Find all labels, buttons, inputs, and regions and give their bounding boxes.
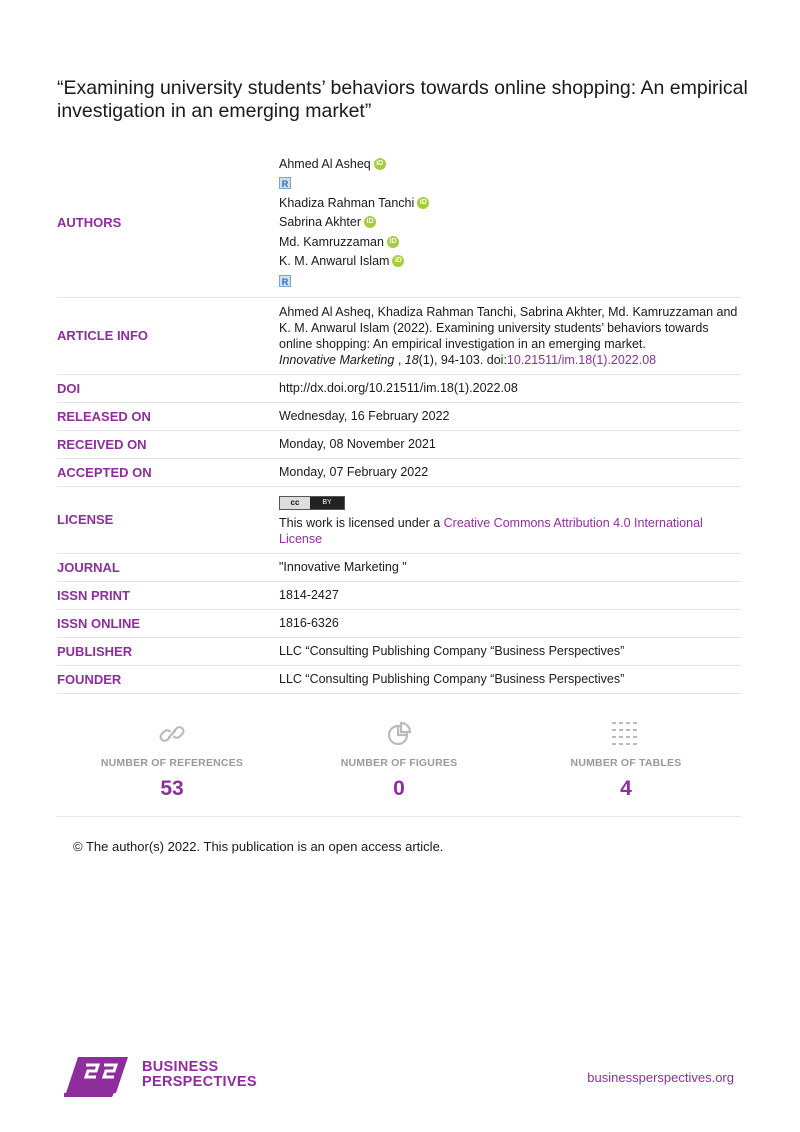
authors-row [57, 150, 741, 298]
issn-online-value: 1816-6326 [279, 616, 339, 630]
stat-tables [511, 716, 741, 801]
author-researcher-row [279, 271, 741, 291]
license-value [279, 487, 741, 553]
founder-value: LLC “Consulting Publishing Company “Business Perspectives” [279, 672, 625, 686]
article-info-label: ARTICLE INFO [57, 328, 148, 343]
journal-label: JOURNAL [57, 559, 120, 575]
released-label: RELEASED ON [57, 408, 151, 424]
license-row [57, 487, 741, 554]
author-name: Sabrina Akhter [279, 215, 361, 230]
received-label: RECEIVED ON [57, 436, 147, 452]
author-name: K. M. Anwarul Islam [279, 254, 390, 269]
publisher-label: PUBLISHER [57, 643, 133, 659]
copyright-notice: © The author(s) 2022. This publication is an open access article. [73, 839, 444, 854]
journal-value: "Innovative Marketing " [279, 560, 407, 574]
bp-logo-icon [64, 1053, 132, 1097]
released-value: Wednesday, 16 February 2022 [279, 409, 450, 423]
author-researcher-row [279, 174, 741, 194]
author-name: Ahmed Al Asheq [279, 156, 371, 171]
citation-pages: (1), 94-103. doi: [418, 352, 507, 367]
researcher-id-icon[interactable]: R [279, 275, 291, 287]
received-row [57, 431, 741, 459]
received-value: Monday, 08 November 2021 [279, 437, 436, 451]
cc-badge-left: cc [280, 497, 310, 509]
license-label: LICENSE [57, 512, 114, 527]
orcid-icon[interactable]: iD [387, 236, 399, 248]
stat-references [57, 716, 287, 801]
orcid-icon[interactable]: iD [392, 255, 404, 267]
orcid-icon[interactable]: iD [364, 216, 376, 228]
author-item[interactable] [279, 193, 741, 213]
founder-row [57, 666, 741, 694]
website-link[interactable]: businessperspectives.org [587, 1070, 734, 1085]
metadata-table [57, 150, 741, 694]
license-prefix: This work is licensed under a [279, 515, 444, 530]
author-item[interactable] [279, 232, 741, 252]
publisher-row [57, 638, 741, 666]
founder-label: FOUNDER [57, 671, 122, 687]
business-perspectives-logo[interactable] [64, 1053, 257, 1097]
citation-separator: , [394, 352, 405, 367]
issn-print-value: 1814-2427 [279, 588, 339, 602]
orcid-icon[interactable]: iD [417, 197, 429, 209]
author-name: Khadiza Rahman Tanchi [279, 195, 415, 210]
stat-label: NUMBER OF FIGURES [340, 757, 458, 769]
citation-volume: 18 [404, 352, 419, 367]
cc-by-badge-icon[interactable] [279, 496, 345, 510]
link-icon [57, 716, 287, 752]
author-item[interactable] [279, 213, 741, 233]
table-icon [511, 716, 741, 752]
pie-chart-icon [284, 716, 514, 752]
doi-label: DOI [57, 380, 81, 396]
stat-label: NUMBER OF REFERENCES [100, 757, 244, 769]
publisher-value: LLC “Consulting Publishing Company “Business Perspectives” [279, 644, 625, 658]
stat-label: NUMBER OF TABLES [570, 757, 682, 769]
issn-print-row [57, 582, 741, 610]
article-info-row [57, 298, 741, 375]
article-stats [57, 716, 741, 817]
cc-badge-right: BY [322, 498, 332, 506]
stat-value: 0 [393, 777, 405, 800]
stat-figures [284, 716, 514, 801]
researcher-id-icon[interactable]: R [279, 177, 291, 189]
author-item[interactable] [279, 252, 741, 272]
authors-label: AUTHORS [57, 214, 122, 230]
doi-value[interactable]: http://dx.doi.org/10.21511/im.18(1).2022.08 [279, 381, 518, 395]
stat-value: 53 [160, 777, 184, 800]
brand-name [142, 1060, 257, 1090]
orcid-icon[interactable]: iD [374, 158, 386, 170]
accepted-value: Monday, 07 February 2022 [279, 465, 429, 479]
author-name: Md. Kamruzzaman [279, 234, 384, 249]
issn-online-row [57, 610, 741, 638]
journal-row [57, 554, 741, 582]
doi-row [57, 375, 741, 403]
author-item[interactable] [279, 154, 741, 174]
brand-line1: BUSINESS [142, 1059, 219, 1075]
released-row [57, 403, 741, 431]
stat-value: 4 [620, 777, 632, 800]
accepted-label: ACCEPTED ON [57, 464, 152, 480]
brand-line2: PERSPECTIVES [142, 1074, 257, 1090]
article-info-citation [279, 298, 741, 374]
issn-online-label: ISSN ONLINE [57, 615, 141, 631]
citation-journal: Innovative Marketing [279, 352, 395, 367]
issn-print-label: ISSN PRINT [57, 587, 130, 603]
accepted-row [57, 459, 741, 487]
citation-text: Ahmed Al Asheq, Khadiza Rahman Tanchi, Sabrina Akhter, Md. Kamruzzaman and K. M. Anwarul Islam (2022). Examining university students’ behaviors towards online shopping: An empirical investigation in an emerging market. [279, 304, 738, 351]
license-link[interactable]: Creative Commons Attribution 4.0 International License [279, 515, 703, 546]
authors-list [279, 154, 741, 291]
citation-doi-link[interactable]: 10.21511/im.18(1).2022.08 [506, 352, 657, 367]
paper-title: “Examining university students’ behaviors towards online shopping: An empirical investigation in an emerging market” [57, 77, 748, 122]
